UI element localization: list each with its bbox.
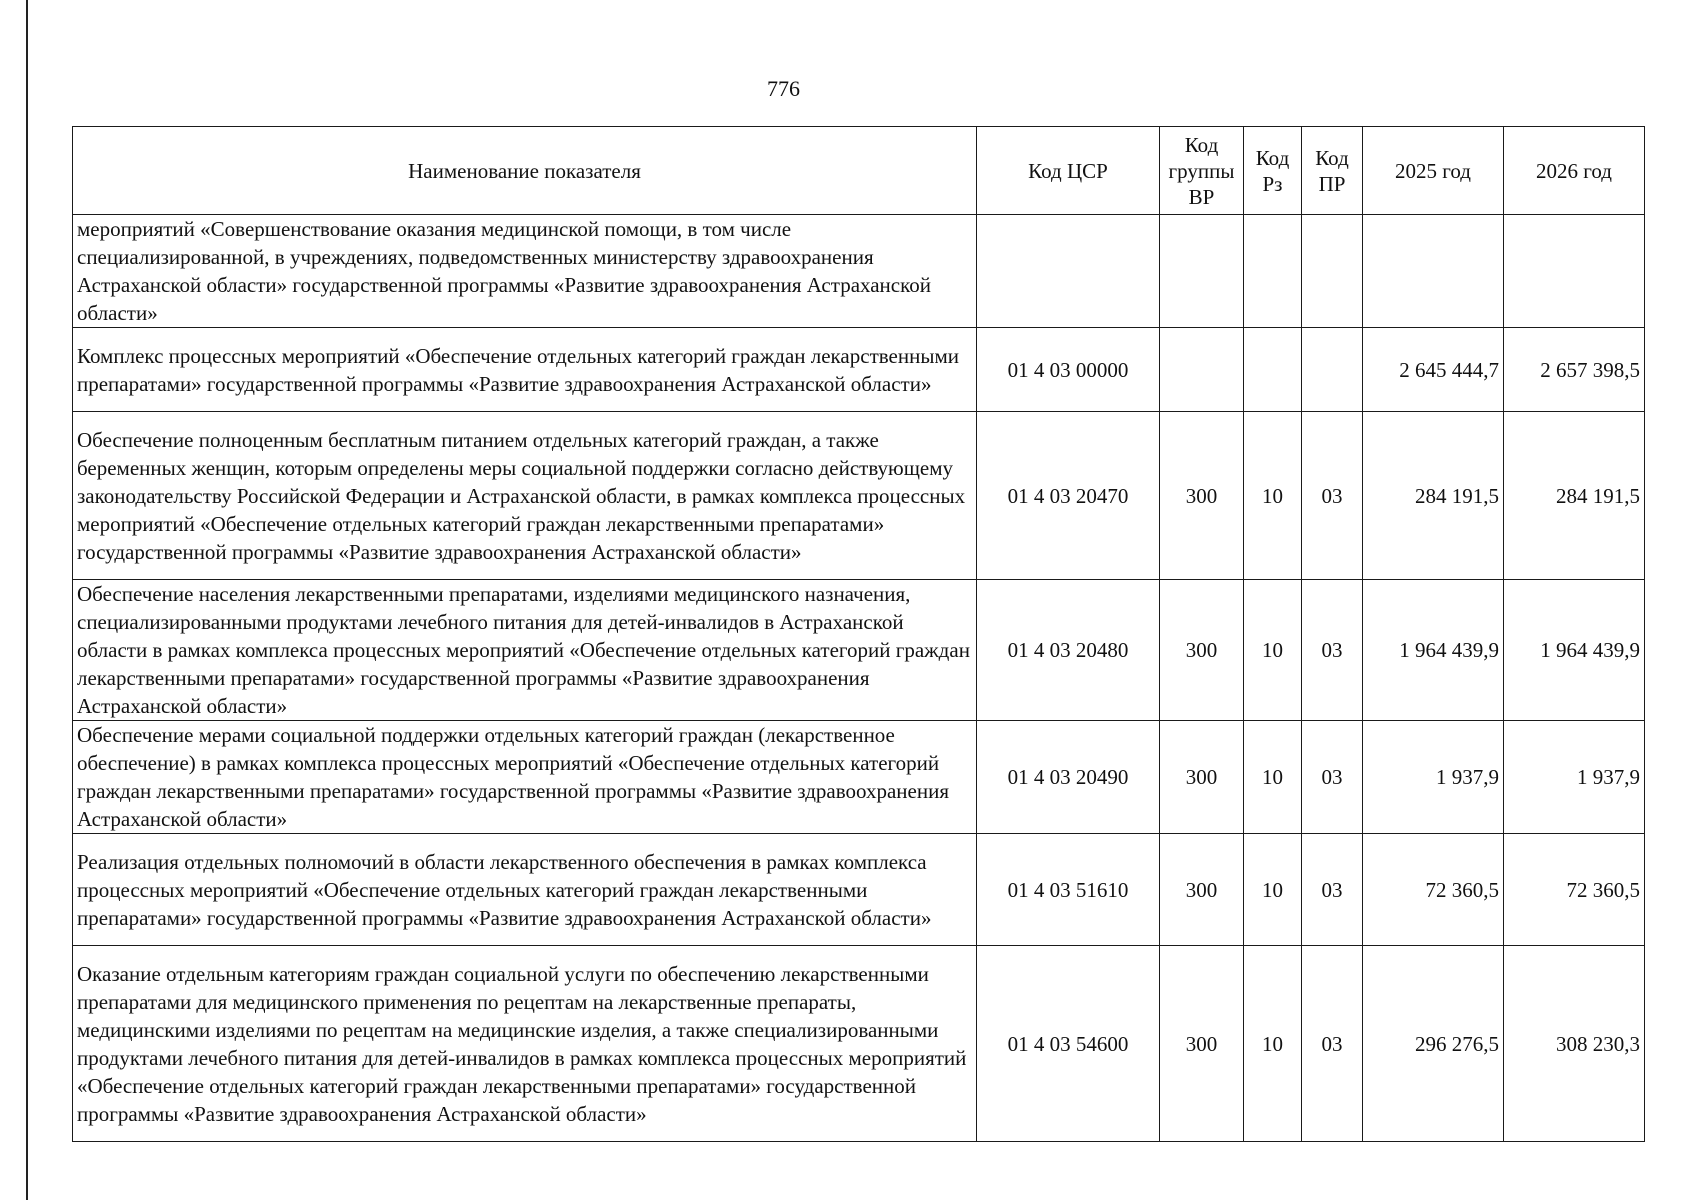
row-name: Оказание отдельным категориям граждан социальной услуги по обеспечению лекарственными препаратами для медицинского применения по рецептам на лекарственные препараты, медицинскими изделиями по рецептам на медицинские изделия, а также специализированными продуктами лечебного питания для детей-инвалидов в рамках комплекса процессных мероприятий «Обеспечение отдельных категорий граждан лекарственными препаратами» государственной программы «Развитие здравоохранения Астраханской области» xyxy=(73,946,977,1142)
row-rz: 10 xyxy=(1244,580,1302,721)
row-vr xyxy=(1160,328,1244,412)
row-name: Обеспечение полноценным бесплатным питанием отдельных категорий граждан, а также беременных женщин, которым определены меры социальной поддержки согласно действующему законодательству Российской Федерации и Астраханской области, в рамках комплекса процессных мероприятий «Обеспечение отдельных категорий граждан лекарственными препаратами» государственной программы «Развитие здравоохранения Астраханской области» xyxy=(73,412,977,580)
row-2026: 1 964 439,9 xyxy=(1504,580,1645,721)
row-vr: 300 xyxy=(1160,834,1244,946)
table-row xyxy=(73,580,1645,721)
header-csr: Код ЦСР xyxy=(977,127,1160,215)
header-2025: 2025 год xyxy=(1363,127,1504,215)
header-pr xyxy=(1302,127,1363,215)
row-csr: 01 4 03 20480 xyxy=(977,580,1160,721)
row-rz: 10 xyxy=(1244,834,1302,946)
header-vr xyxy=(1160,127,1244,215)
row-vr: 300 xyxy=(1160,721,1244,834)
row-pr: 03 xyxy=(1302,946,1363,1142)
row-vr xyxy=(1160,215,1244,328)
header-rz-line2: Рз xyxy=(1262,171,1283,196)
row-pr: 03 xyxy=(1302,721,1363,834)
row-vr: 300 xyxy=(1160,580,1244,721)
row-pr: 03 xyxy=(1302,412,1363,580)
row-vr: 300 xyxy=(1160,946,1244,1142)
row-rz: 10 xyxy=(1244,946,1302,1142)
row-csr: 01 4 03 51610 xyxy=(977,834,1160,946)
row-2025: 1 937,9 xyxy=(1363,721,1504,834)
table-row xyxy=(73,412,1645,580)
row-name: мероприятий «Совершенствование оказания медицинской помощи, в том числе специализированной, в учреждениях, подведомственных министерству здравоохранения Астраханской области» государственной программы «Развитие здравоохранения Астраханской области» xyxy=(73,215,977,328)
page-number xyxy=(0,76,1697,102)
row-rz: 10 xyxy=(1244,721,1302,834)
row-csr xyxy=(977,215,1160,328)
header-2026: 2026 год xyxy=(1504,127,1645,215)
table-row xyxy=(73,834,1645,946)
row-name: Обеспечение мерами социальной поддержки отдельных категорий граждан (лекарственное обеспечение) в рамках комплекса процессных мероприятий «Обеспечение отдельных категорий граждан лекарственными препаратами» государственной программы «Развитие здравоохранения Астраханской области» xyxy=(73,721,977,834)
header-rz xyxy=(1244,127,1302,215)
row-2025 xyxy=(1363,215,1504,328)
row-2025: 1 964 439,9 xyxy=(1363,580,1504,721)
row-pr xyxy=(1302,215,1363,328)
table-row xyxy=(73,328,1645,412)
row-pr: 03 xyxy=(1302,580,1363,721)
row-name: Комплекс процессных мероприятий «Обеспечение отдельных категорий граждан лекарственными препаратами» государственной программы «Развитие здравоохранения Астраханской области» xyxy=(73,328,977,412)
budget-table xyxy=(72,126,1645,1142)
table-row xyxy=(73,215,1645,328)
row-2026 xyxy=(1504,215,1645,328)
row-rz xyxy=(1244,215,1302,328)
header-name: Наименование показателя xyxy=(73,127,977,215)
row-2025: 2 645 444,7 xyxy=(1363,328,1504,412)
header-vr-line3: ВР xyxy=(1188,184,1215,209)
header-pr-line2: ПР xyxy=(1318,171,1346,196)
row-2026: 72 360,5 xyxy=(1504,834,1645,946)
table-header-row xyxy=(73,127,1645,215)
row-csr: 01 4 03 20490 xyxy=(977,721,1160,834)
row-pr xyxy=(1302,328,1363,412)
row-2026: 1 937,9 xyxy=(1504,721,1645,834)
row-rz xyxy=(1244,328,1302,412)
row-csr: 01 4 03 00000 xyxy=(977,328,1160,412)
row-name: Реализация отдельных полномочий в области лекарственного обеспечения в рамках комплекса процессных мероприятий «Обеспечение отдельных категорий граждан лекарственными препаратами» государственной программы «Развитие здравоохранения Астраханской области» xyxy=(73,834,977,946)
row-2025: 296 276,5 xyxy=(1363,946,1504,1142)
row-2026: 2 657 398,5 xyxy=(1504,328,1645,412)
table-row xyxy=(73,721,1645,834)
header-vr-line1: Код xyxy=(1184,132,1219,157)
row-rz: 10 xyxy=(1244,412,1302,580)
row-2026: 284 191,5 xyxy=(1504,412,1645,580)
row-pr: 03 xyxy=(1302,834,1363,946)
page-number-text: 776 xyxy=(767,76,800,101)
header-pr-line1: Код xyxy=(1315,145,1349,170)
table-row xyxy=(73,946,1645,1142)
page-margin-rule xyxy=(26,0,28,1200)
row-2026: 308 230,3 xyxy=(1504,946,1645,1142)
row-2025: 72 360,5 xyxy=(1363,834,1504,946)
row-2025: 284 191,5 xyxy=(1363,412,1504,580)
row-csr: 01 4 03 20470 xyxy=(977,412,1160,580)
header-vr-line2: группы xyxy=(1168,158,1235,183)
header-rz-line1: Код xyxy=(1255,145,1290,170)
row-csr: 01 4 03 54600 xyxy=(977,946,1160,1142)
row-vr: 300 xyxy=(1160,412,1244,580)
row-name: Обеспечение населения лекарственными препаратами, изделиями медицинского назначения, специализированными продуктами лечебного питания для детей-инвалидов в Астраханской области в рамках комплекса процессных мероприятий «Обеспечение отдельных категорий граждан лекарственными препаратами» государственной программы «Развитие здравоохранения Астраханской области» xyxy=(73,580,977,721)
